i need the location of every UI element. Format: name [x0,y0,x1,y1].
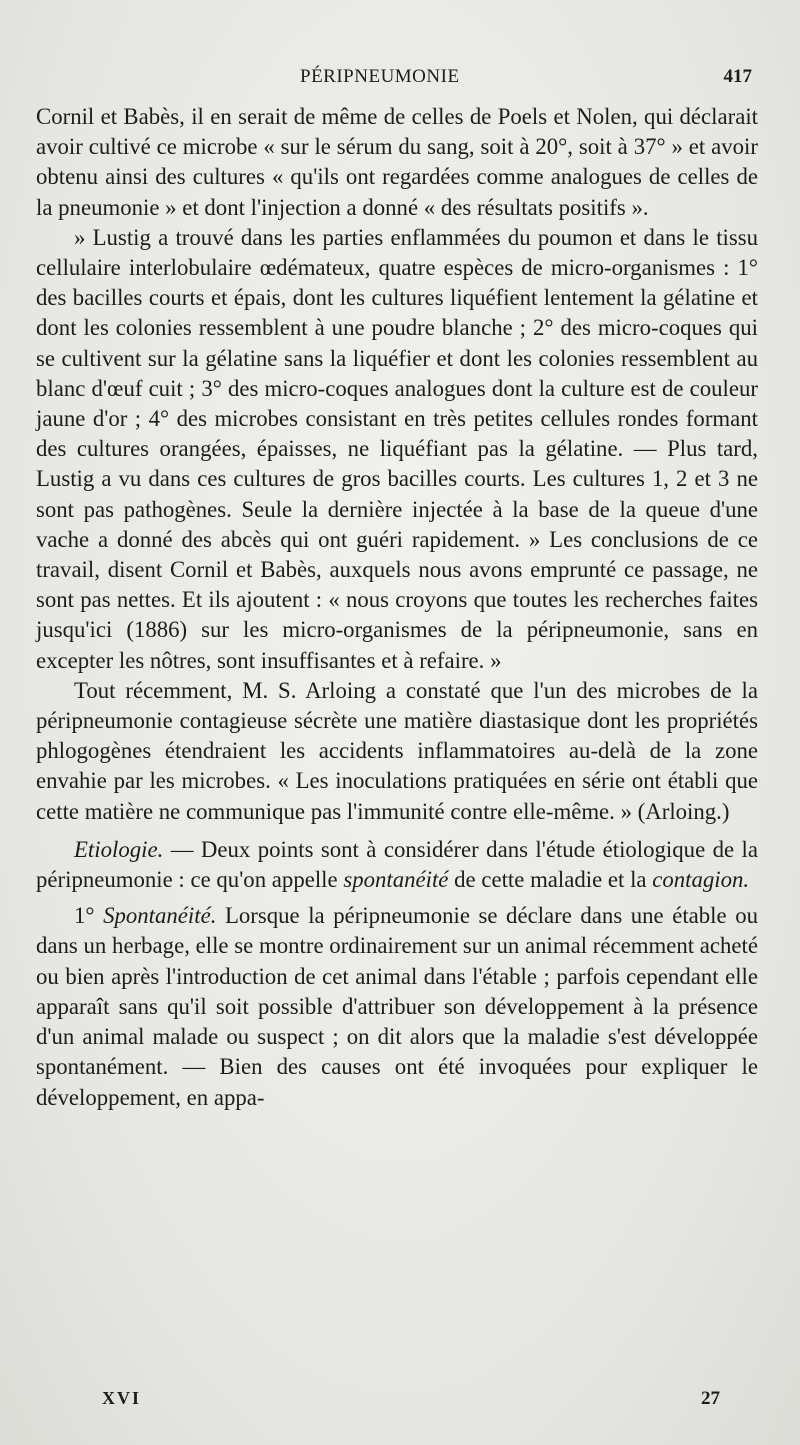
page-footer [0,1388,800,1414]
subsection-heading-spontaneite: Spontanéité. [103,903,217,929]
paragraph-lustig: » Lustig a trouvé dans les parties enflammées du poumon et dans le tissu cellulaire interlobulaire œdémateux, quatre espèces de micro-organismes : 1° des bacilles courts et épais, dont les cultures liquéfient lentement la gélatine et dont les colonies ressemblent à une poudre blanche ; 2° des micro-coques qui se cultivent sur la gélatine sans la liquéfier et dont les colonies ressemblent au blanc d'œuf cuit ; 3° des micro-coques analogues dont la culture est de couleur jaune d'or ; 4° des microbes consistant en très petites cellules rondes formant des cultures orangées, épaisses, ne liquéfiant pas la gélatine. — Plus tard, Lustig a vu dans ces cultures de gros bacilles courts. Les cultures 1, 2 et 3 ne sont pas pathogènes. Seule la dernière injectée à la base de la queue d'une vache a donné des abcès qui ont guéri rapidement. » Les conclusions de ce travail, disent Cornil et Babès, auxquels nous avons emprunté ce passage, ne sont pas nettes. Et ils ajoutent : « nous croyons que toutes les recherches faites jusqu'ici (1886) sur les micro-organismes de la péripneumonie, sans en excepter les nôtres, sont insuffisantes et à refaire. » [36,224,758,673]
term-contagion: contagion. [652,867,750,893]
running-head [0,66,800,92]
spontaneite-text: Lorsque la péripneumonie se déclare dans une étable ou dans un herbage, elle se montre ordinairement sur un animal récemment acheté ou bien après l'introduction de cet animal dans l'étable ; parfois cependant elle apparaît sans qu'il soit possible d'attribuer son développement à la présence d'un animal malade ou suspect ; on dit alors que la maladie s'est développée spontanément. — Bien des causes ont été invoquées pour expliquer le développement, en appa- [36,903,758,1110]
subsection-number: 1° [74,903,104,929]
paragraph-spontaneite [36,901,758,1112]
section-heading-etiologie: Etiologie. [74,836,164,862]
page-number: 417 [723,66,752,87]
term-spontaneite: spontanéité [343,867,449,893]
paragraph-arloing: Tout récemment, M. S. Arloing a constaté que l'un des microbes de la péripneumonie contagieuse sécrète une matière diastasique dont les propriétés phlogogènes étendraient les accidents inflammatoires au-delà de la zone envahie par les microbes. « Les inoculations pratiquées en série ont établi que cette matière ne communique pas l'immunité contre elle-même. » (Arloing.) [36,677,758,824]
etiologie-text-a: — Deux points sont à considérer dans l'étude étiologique de la péripneumonie : ce qu'on appelle [36,836,758,893]
signature-mark: XVI [102,1388,142,1408]
running-title: PÉRIPNEUMONIE [300,66,460,87]
paragraph-etiologie [36,835,758,895]
body-text [36,102,758,1113]
sheet-number: 27 [701,1388,720,1409]
paragraph-continued: Cornil et Babès, il en serait de même de celles de Poels et Nolen, qui déclarait avoir cultivé ce microbe « sur le sérum du sang, soit à 20°, soit à 37° » et avoir obtenu ainsi des cultures « qu'ils ont regardées comme analogues de celles de la pneumonie » et dont l'injection a donné « des résultats positifs ». [36,104,758,220]
etiologie-text-b: de cette maladie et la [448,867,653,893]
